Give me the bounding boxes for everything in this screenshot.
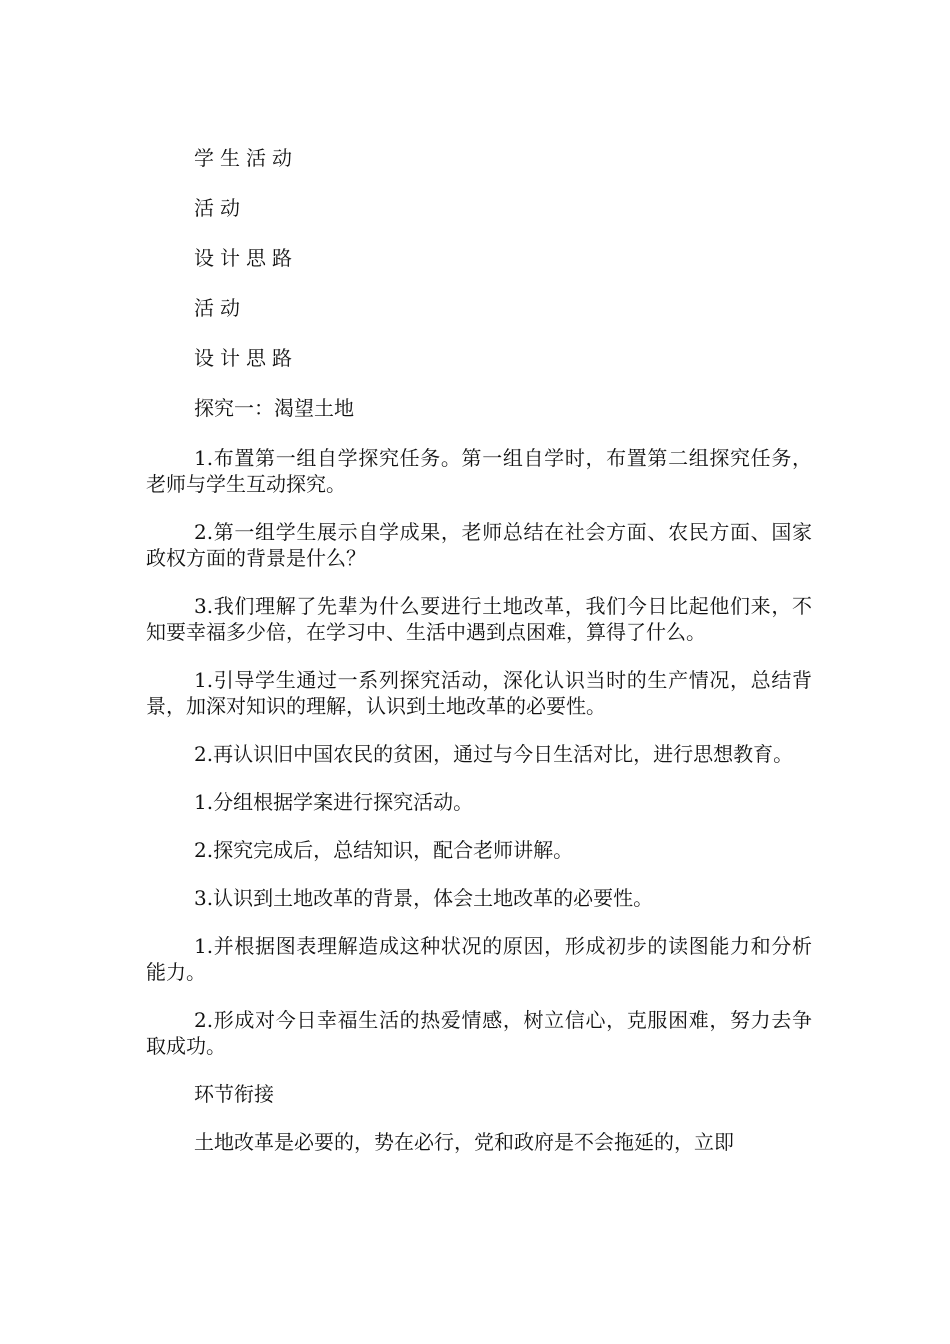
heading-student-activity: 学生活动 xyxy=(194,146,298,170)
paragraph: 1.分组根据学案进行探究活动。 xyxy=(194,790,474,814)
paragraph: 3.我们理解了先辈为什么要进行土地改革，我们今日比起他们来，不知要幸福多少倍，在学习中、生活中遇到点困难，算得了什么。 xyxy=(146,594,812,644)
heading-activity: 活动 xyxy=(194,196,246,220)
paragraph: 2.形成对今日幸福生活的热爱情感，树立信心，克服困难，努力去争取成功。 xyxy=(146,1008,812,1058)
section-title-explore-one: 探究一：渴望土地 xyxy=(194,396,354,420)
paragraph: 1.引导学生通过一系列探究活动，深化认识当时的生产情况，总结背景，加深对知识的理解，认识到土地改革的必要性。 xyxy=(146,668,812,718)
heading-design-idea: 设计思路 xyxy=(194,246,298,270)
document-body xyxy=(146,145,812,1155)
heading-design-idea-2: 设计思路 xyxy=(194,346,298,370)
paragraph: 3.认识到土地改革的背景，体会土地改革的必要性。 xyxy=(194,886,654,910)
paragraph: 2.再认识旧中国农民的贫困，通过与今日生活对比，进行思想教育。 xyxy=(194,742,794,766)
heading-activity-2: 活动 xyxy=(194,296,246,320)
paragraph: 1.布置第一组自学探究任务。第一组自学时，布置第二组探究任务，老师与学生互动探究。 xyxy=(146,446,812,496)
paragraph: 土地改革是必要的，势在必行，党和政府是不会拖延的，立即 xyxy=(194,1130,734,1154)
paragraph: 1.并根据图表理解造成这种状况的原因，形成初步的读图能力和分析能力。 xyxy=(146,934,812,984)
paragraph: 2.第一组学生展示自学成果，老师总结在社会方面、农民方面、国家政权方面的背景是什么？ xyxy=(146,520,812,570)
section-title-transition: 环节衔接 xyxy=(194,1082,274,1106)
paragraph: 2.探究完成后，总结知识，配合老师讲解。 xyxy=(194,838,574,862)
